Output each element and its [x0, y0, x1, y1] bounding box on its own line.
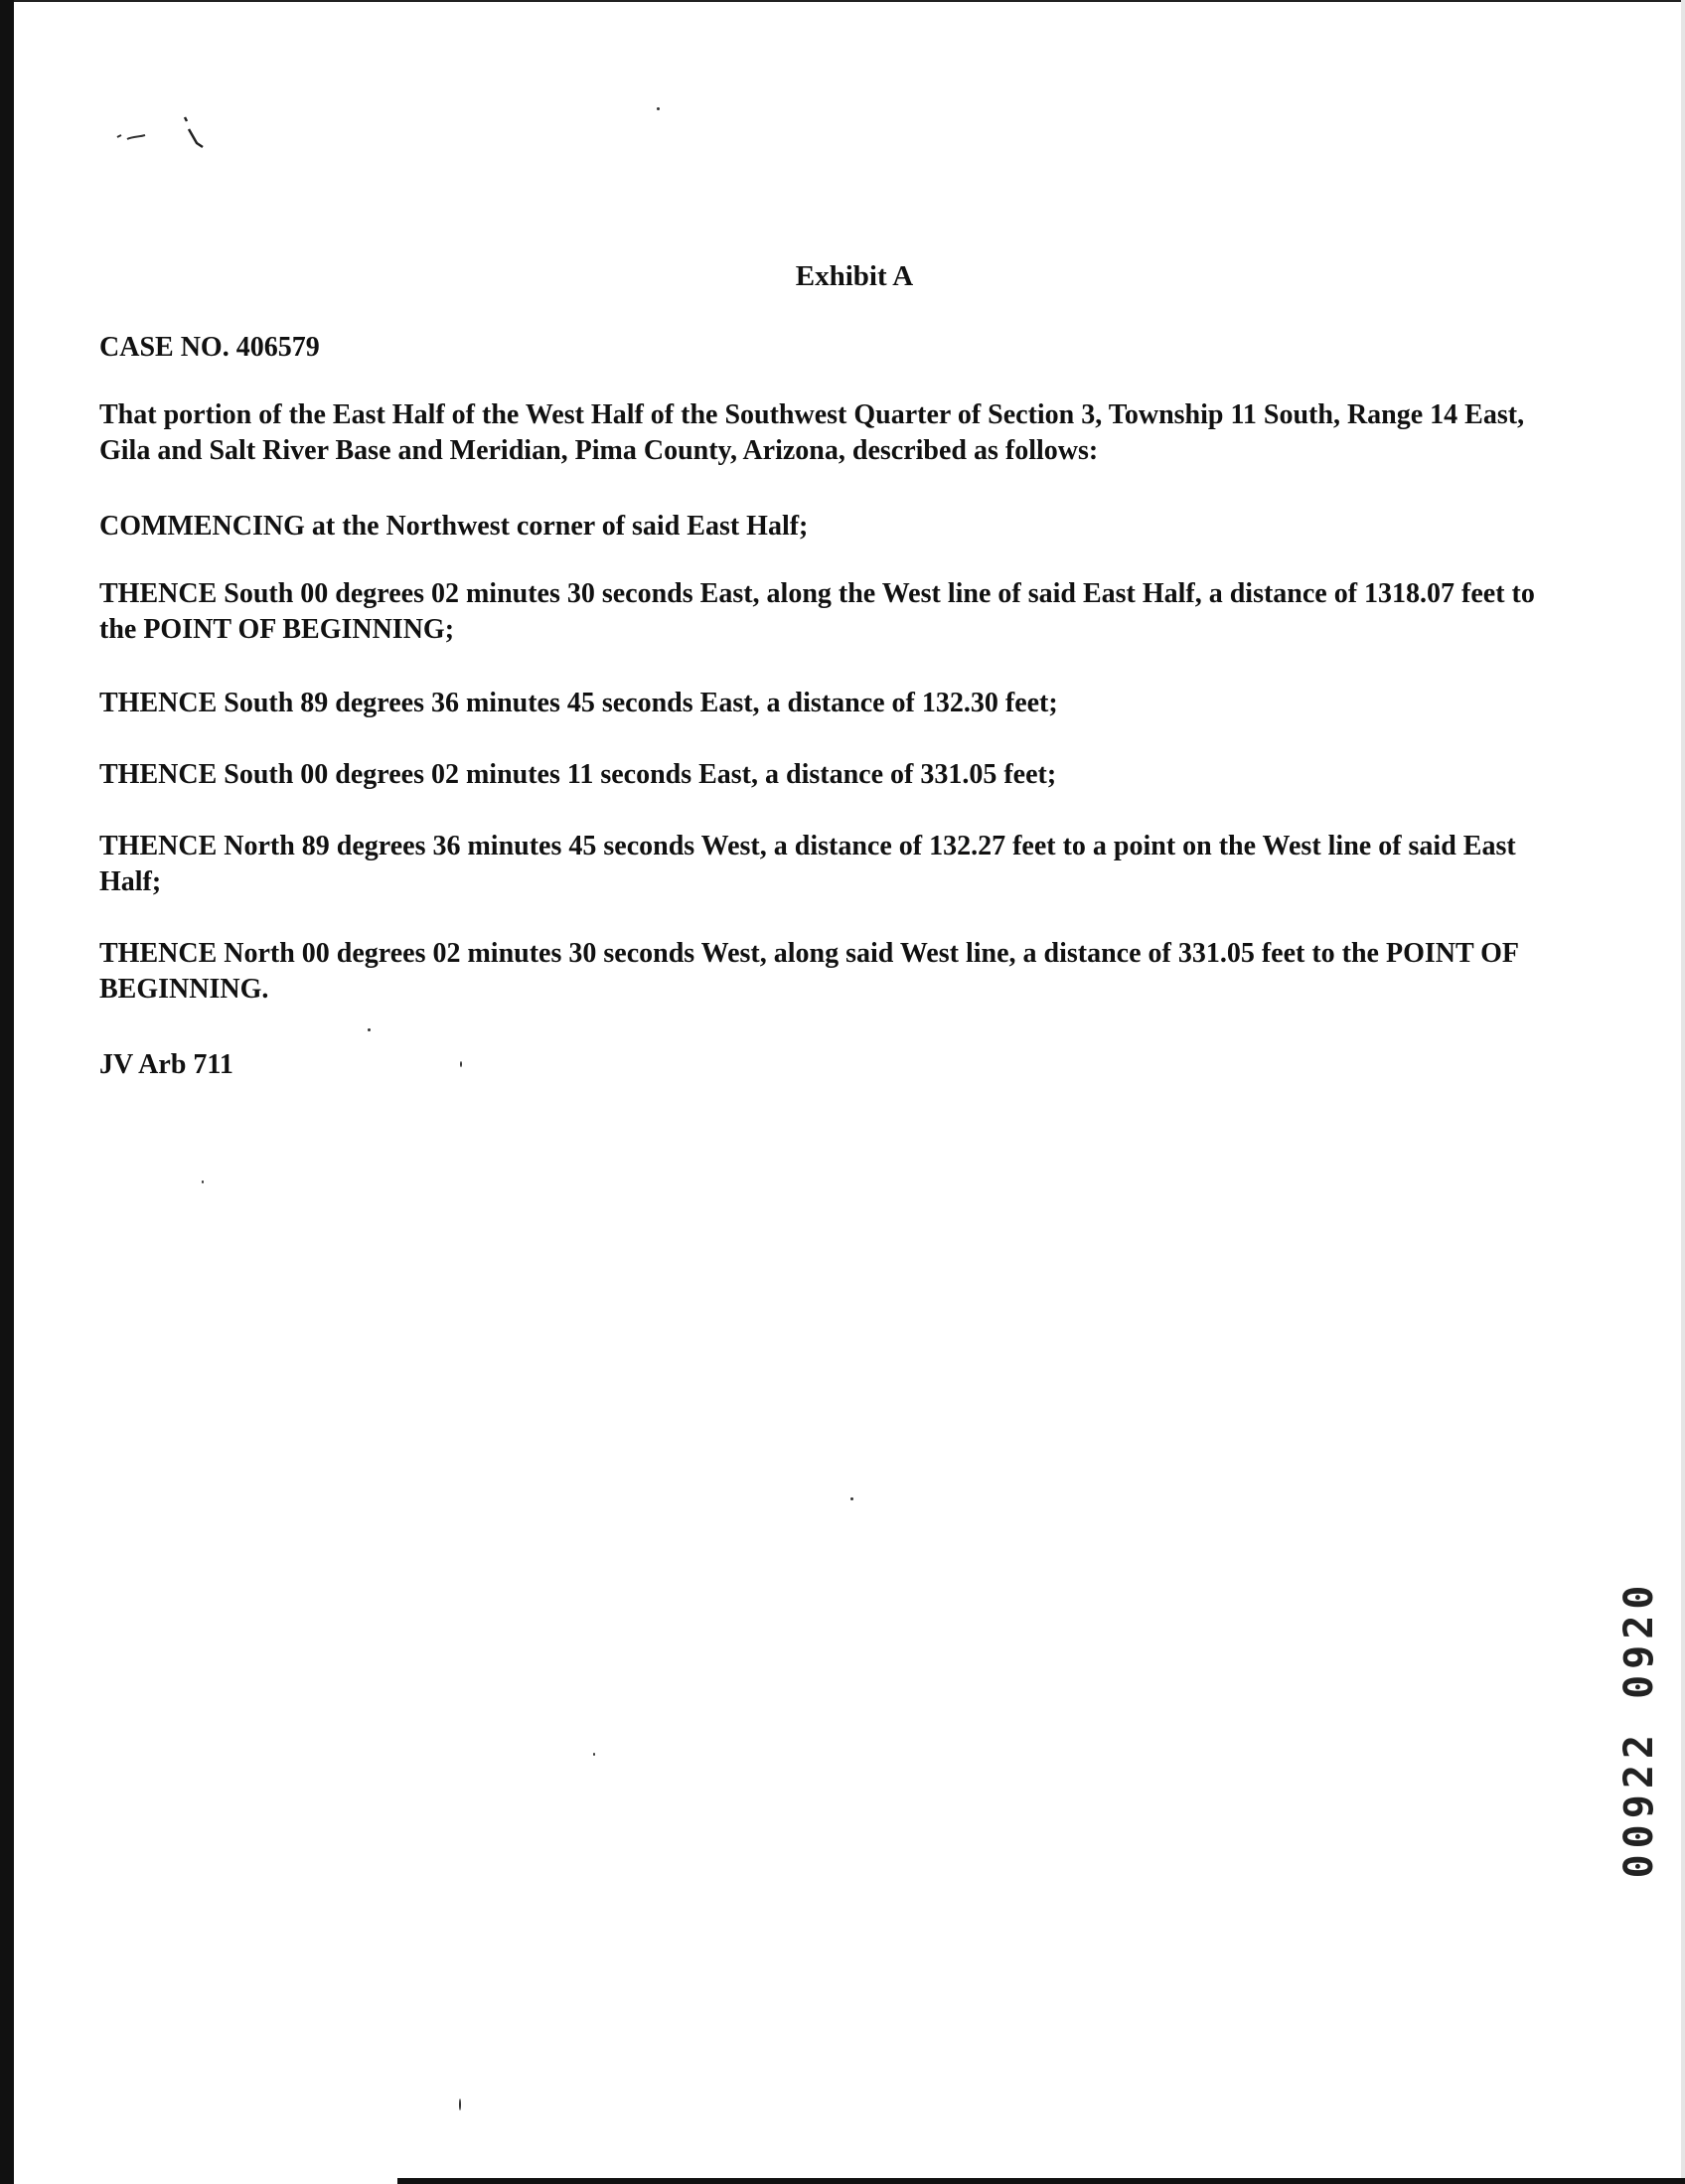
document-page	[99, 0, 1570, 2184]
paragraph-thence-4: THENCE North 89 degrees 36 minutes 45 seconds West, a distance of 132.27 feet to a point on the West line of said East Half;	[99, 831, 1516, 897]
paragraph-intro: That portion of the East Half of the West Half of the Southwest Quarter of Section 3, Township 11 South, Range 14 East, Gila and Salt River Base and Meridian, Pima County, Arizona, described as follows:	[99, 399, 1525, 466]
paragraph-commencing: COMMENCING at the Northwest corner of said East Half;	[99, 511, 809, 542]
margin-stamp-number: 00922 0920	[1616, 1579, 1662, 1879]
paragraph-thence-3: THENCE South 00 degrees 02 minutes 11 seconds East, a distance of 331.05 feet;	[99, 759, 1057, 790]
paragraph-thence-2: THENCE South 89 degrees 36 minutes 45 seconds East, a distance of 132.30 feet;	[99, 688, 1058, 718]
paragraph-thence-5: THENCE North 00 degrees 02 minutes 30 seconds West, along said West line, a distance of 331.05 feet to the POINT OF BEGINNING.	[99, 938, 1518, 1005]
reference-code: JV Arb 711	[99, 1049, 233, 1080]
case-number: CASE NO. 406579	[99, 332, 320, 363]
margin-stamp	[1609, 1550, 1669, 1908]
paragraph-thence-1: THENCE South 00 degrees 02 minutes 30 seconds East, along the West line of said East Half, a distance of 1318.07 feet to the POINT OF BEGINNING;	[99, 578, 1535, 645]
scan-edge-left	[0, 0, 14, 2184]
exhibit-title: Exhibit A	[795, 260, 914, 292]
scan-edge-right	[1681, 0, 1685, 2184]
